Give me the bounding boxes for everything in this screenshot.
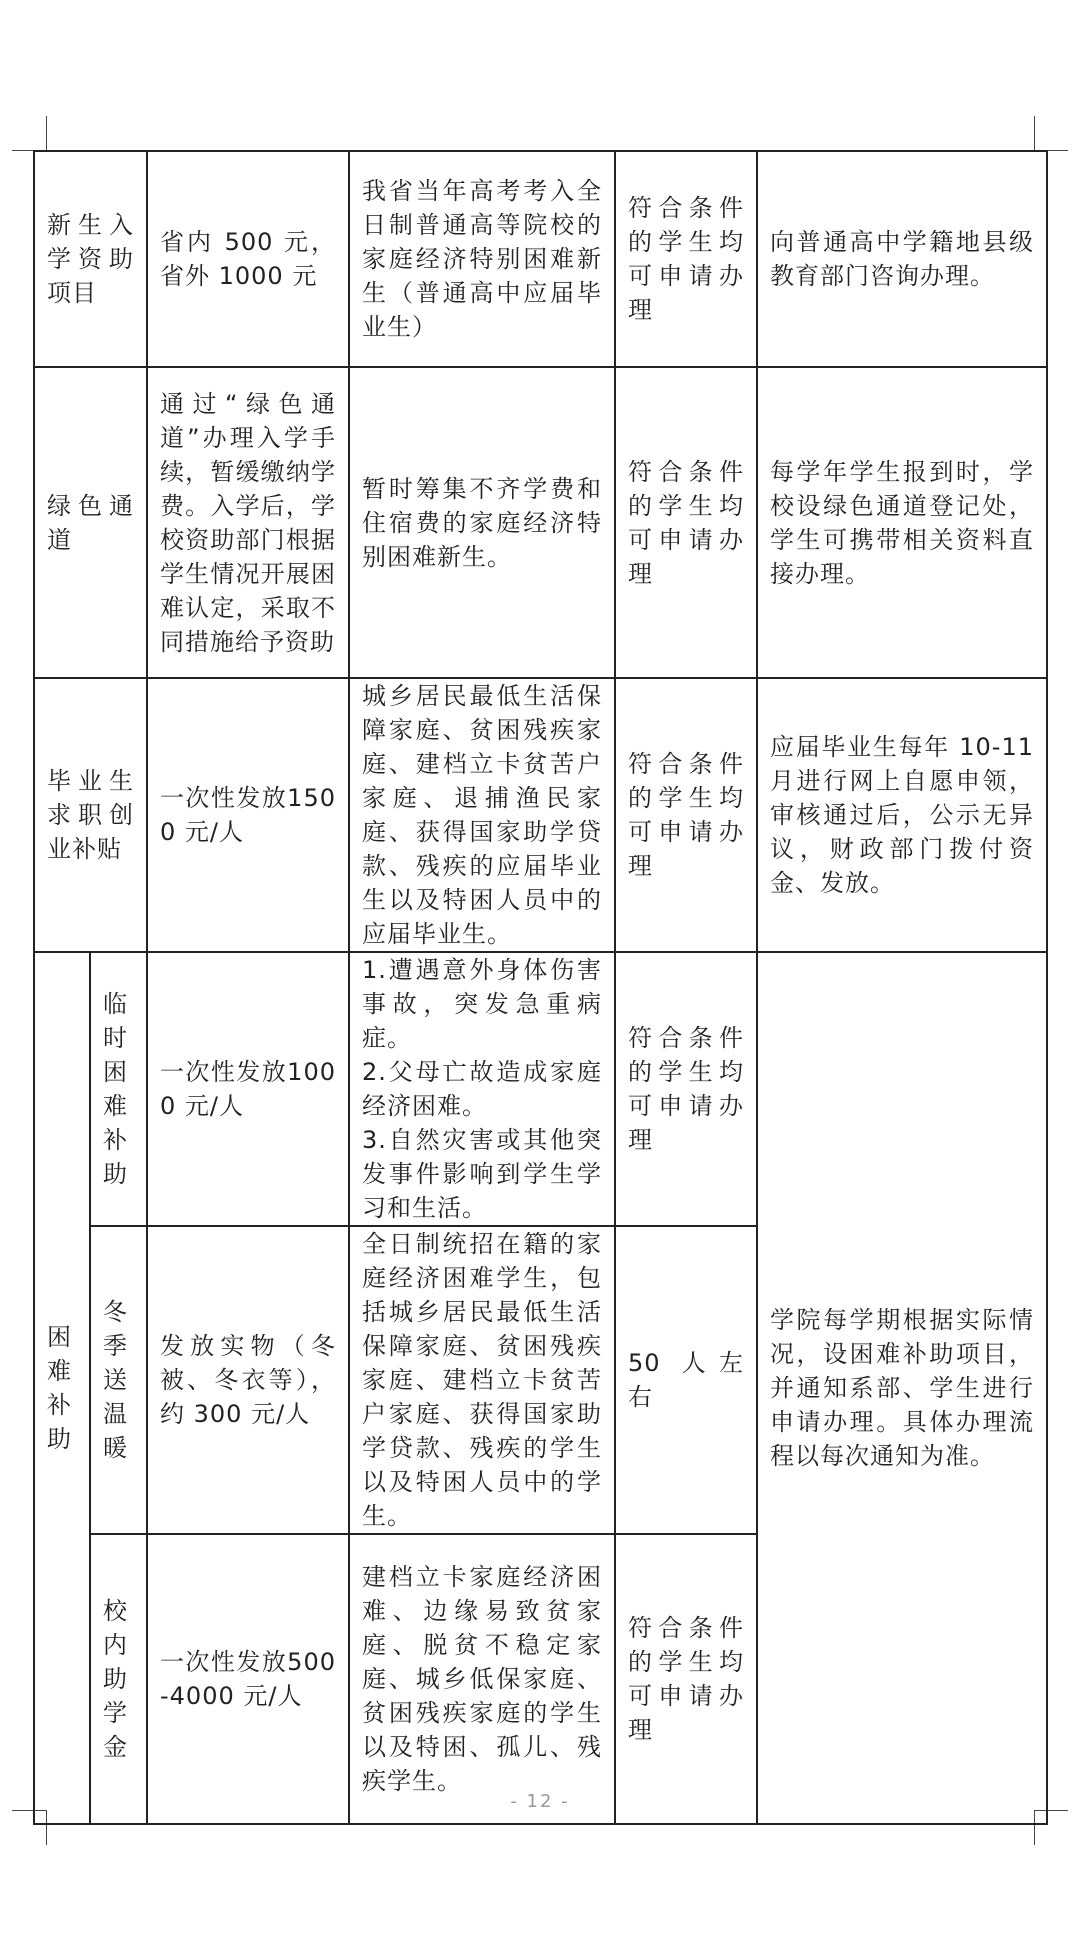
- quota: 符合条件的学生均可申请办理: [615, 367, 757, 678]
- group-name: 困 难 补 助: [34, 952, 90, 1824]
- sub-program-name: 校 内 助 学 金: [90, 1534, 147, 1824]
- funding-standard: 省内 500 元，省外 1000 元: [147, 151, 349, 367]
- sub-program-name: 冬 季 送 温 暖: [90, 1226, 147, 1534]
- application-process: 每学年学生报到时，学校设绿色通道登记处，学生可携带相关资料直接办理。: [757, 367, 1047, 678]
- quota: 符合条件的学生均可申请办理: [615, 952, 757, 1226]
- eligible-students: 我省当年高考考入全日制普通高等院校的家庭经济特别困难新生（普通高中应届毕业生）: [349, 151, 615, 367]
- aid-programs-table: [33, 150, 1048, 1825]
- crop-mark-top-left-v: [46, 116, 47, 151]
- eligible-students: 1.遭遇意外身体伤害事故，突发急重病症。 2.父母亡故造成家庭经济困难。 3.自然灾害或其他突发事件影响到学生学习和生活。: [349, 952, 615, 1226]
- eligible-students: 建档立卡家庭经济困难、边缘易致贫家庭、脱贫不稳定家庭、城乡低保家庭、贫困残疾家庭的学生以及特困、孤儿、残疾学生。: [349, 1534, 615, 1824]
- quota: 符合条件的学生均可申请办理: [615, 151, 757, 367]
- funding-standard: 一次性发放500-4000 元/人: [147, 1534, 349, 1824]
- application-process: 向普通高中学籍地县级教育部门咨询办理。: [757, 151, 1047, 367]
- application-process: 学院每学期根据实际情况，设困难补助项目，并通知系部、学生进行申请办理。具体办理流程以每次通知为准。: [757, 952, 1047, 1824]
- table-row: [34, 151, 1047, 367]
- table-row: [34, 678, 1047, 952]
- quota: 符合条件的学生均可申请办理: [615, 678, 757, 952]
- program-name: 绿色通道: [34, 367, 147, 678]
- application-process: 应届毕业生每年 10-11月进行网上自愿申领，审核通过后，公示无异议，财政部门拨付资金、发放。: [757, 678, 1047, 952]
- quota: 50 人左右: [615, 1226, 757, 1534]
- program-name: 新生入学资助项目: [34, 151, 147, 367]
- crop-mark-top-right-v: [1034, 116, 1035, 151]
- eligible-students: 城乡居民最低生活保障家庭、贫困残疾家庭、建档立卡贫苦户家庭、退捕渔民家庭、获得国家助学贷款、残疾的应届毕业生以及特困人员中的应届毕业生。: [349, 678, 615, 952]
- table-row: [34, 367, 1047, 678]
- eligible-students: 暂时筹集不齐学费和住宿费的家庭经济特别困难新生。: [349, 367, 615, 678]
- table-row: [34, 952, 1047, 1226]
- sub-program-name: 临 时 困 难 补 助: [90, 952, 147, 1226]
- funding-standard: 通过“绿色通道”办理入学手续，暂缓缴纳学费。入学后，学校资助部门根据学生情况开展困难认定，采取不同措施给予资助: [147, 367, 349, 678]
- funding-standard: 发放实物（冬被、冬衣等），约 300 元/人: [147, 1226, 349, 1534]
- eligible-students: 全日制统招在籍的家庭经济困难学生，包括城乡居民最低生活保障家庭、贫困残疾家庭、建档立卡贫苦户家庭、获得国家助学贷款、残疾的学生以及特困人员中的学生。: [349, 1226, 615, 1534]
- quota: 符合条件的学生均可申请办理: [615, 1534, 757, 1824]
- funding-standard: 一次性发放1000 元/人: [147, 952, 349, 1226]
- funding-standard: 一次性发放1500 元/人: [147, 678, 349, 952]
- program-name: 毕业生求职创业补贴: [34, 678, 147, 952]
- page-number: - 12 -: [510, 1791, 570, 1812]
